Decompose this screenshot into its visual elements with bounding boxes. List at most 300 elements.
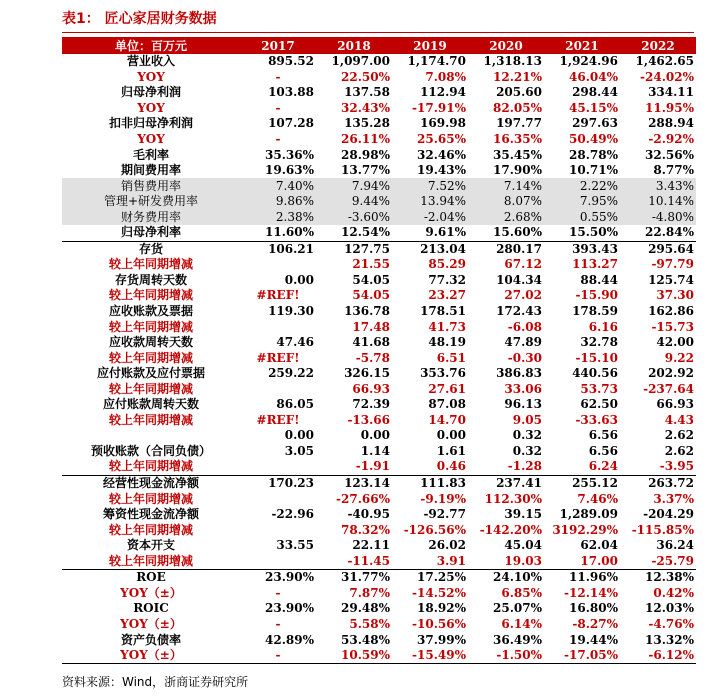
table-row <box>62 101 696 117</box>
value-cell: - <box>275 69 281 84</box>
table-row <box>62 428 696 444</box>
value-cell: 22.84% <box>645 225 694 240</box>
value-cell: 17.48 <box>352 319 390 334</box>
row-label: 营业收入 <box>126 54 175 69</box>
value-cell: 326.15 <box>344 366 390 381</box>
value-cell: 45.15% <box>569 100 618 115</box>
value-cell: 0.32 <box>512 428 542 443</box>
value-cell: 135.28 <box>344 116 390 131</box>
row-label: 应付账款及应付票据 <box>96 366 205 381</box>
value-cell: -11.45 <box>347 553 390 568</box>
row-label: 销售费用率 <box>62 178 240 194</box>
row-label: 归母净利率 <box>120 225 181 240</box>
value-cell: 22.11 <box>352 538 390 553</box>
value-cell: 16.35% <box>493 132 542 146</box>
value-cell: 0.00 <box>360 428 390 443</box>
value-cell: -126.56% <box>403 522 466 537</box>
value-cell: 0.32 <box>512 443 542 458</box>
value-cell: 7.94% <box>316 178 392 194</box>
value-cell: 104.34 <box>496 272 542 287</box>
value-cell: 280.17 <box>468 241 544 257</box>
value-cell: 82.05% <box>493 100 542 115</box>
value-cell: 29.48% <box>341 601 390 616</box>
row-label: YOY <box>137 132 165 146</box>
value-cell: 28.98% <box>341 147 390 162</box>
value-cell: 295.64 <box>620 241 696 257</box>
value-cell: 13.32% <box>645 632 694 647</box>
value-cell: -4.76% <box>648 616 694 631</box>
value-cell: 137.58 <box>344 85 390 100</box>
value-cell: -10.56% <box>412 616 466 631</box>
value-cell: 0.46 <box>436 459 466 474</box>
value-cell: -1.91 <box>355 459 390 474</box>
value-cell: 32.56% <box>645 147 694 162</box>
financial-data-table <box>62 37 696 664</box>
value-cell: 202.92 <box>648 366 694 381</box>
value-cell: 9.22 <box>664 350 694 365</box>
table-row <box>62 586 696 602</box>
table-row <box>62 617 696 633</box>
value-cell: -22.96 <box>271 507 314 522</box>
header-year: 2021 <box>544 37 620 54</box>
value-cell: -97.79 <box>651 257 694 272</box>
table-row <box>62 366 696 382</box>
value-cell: -1.28 <box>507 459 542 474</box>
value-cell: -237.64 <box>643 381 694 396</box>
value-cell: -2.92% <box>648 132 694 146</box>
table-row <box>62 194 696 210</box>
value-cell: - <box>275 100 281 115</box>
row-label: 应付账款周转天数 <box>102 397 199 412</box>
value-cell <box>240 491 316 507</box>
table-row <box>62 381 696 397</box>
value-cell: -8.27% <box>572 616 618 631</box>
value-cell: 0.00 <box>436 428 466 443</box>
value-cell: 6.85% <box>501 585 542 600</box>
value-cell: 12.21% <box>493 69 542 84</box>
value-cell: -115.85% <box>631 522 694 537</box>
value-cell: 72.39 <box>352 397 390 412</box>
row-label: YOY（±） <box>120 585 182 600</box>
table-row <box>62 491 696 507</box>
value-cell: 895.52 <box>268 54 314 69</box>
value-cell: 298.44 <box>572 85 618 100</box>
table-row <box>62 132 696 148</box>
value-cell: -40.95 <box>347 507 390 522</box>
value-cell: 393.43 <box>544 241 620 257</box>
header-year: 2018 <box>316 37 392 54</box>
value-cell: -33.63 <box>575 412 618 427</box>
value-cell: 23.90% <box>265 601 314 616</box>
row-label: YOY <box>137 100 165 115</box>
table-row <box>62 209 696 225</box>
table-row <box>62 225 696 241</box>
row-label: 较上年同期增减 <box>108 350 193 365</box>
table-row <box>62 241 696 257</box>
table-row <box>62 459 696 475</box>
value-cell: #REF! <box>256 350 300 365</box>
table-row <box>62 257 696 273</box>
row-label: 应收账款及票据 <box>108 304 193 319</box>
value-cell: 19.44% <box>569 632 618 647</box>
value-cell: -3.60% <box>316 209 392 225</box>
value-cell: 25.07% <box>493 601 542 616</box>
value-cell: 26.11% <box>341 132 390 146</box>
value-cell: 2.38% <box>240 209 316 225</box>
value-cell: 0.55% <box>544 209 620 225</box>
table-row <box>62 178 696 194</box>
table-row <box>62 538 696 554</box>
value-cell: 178.59 <box>572 304 618 319</box>
table-row <box>62 648 696 664</box>
value-cell: 123.14 <box>316 475 392 491</box>
value-cell: 386.83 <box>496 366 542 381</box>
value-cell: 23.27 <box>428 288 466 303</box>
value-cell: 2.68% <box>468 209 544 225</box>
value-cell: -13.66 <box>347 412 390 427</box>
row-label <box>62 428 240 444</box>
value-cell: 53.48% <box>341 632 390 647</box>
value-cell: 19.63% <box>265 163 314 178</box>
value-cell: 7.40% <box>240 178 316 194</box>
table-row <box>62 522 696 538</box>
value-cell: 297.63 <box>572 116 618 131</box>
value-cell: 263.72 <box>620 475 696 491</box>
value-cell: 1,462.65 <box>635 54 694 69</box>
value-cell: 32.78 <box>580 335 618 350</box>
value-cell: 13.94% <box>392 194 468 210</box>
value-cell <box>240 319 316 335</box>
value-cell: 2.62 <box>664 443 694 458</box>
value-cell: 35.36% <box>265 147 314 162</box>
value-cell: - <box>275 616 281 631</box>
value-cell: 33.06 <box>504 381 542 396</box>
value-cell: 8.07% <box>468 194 544 210</box>
value-cell: 50.49% <box>569 132 618 146</box>
value-cell: 9.86% <box>240 194 316 210</box>
value-cell: 6.24 <box>588 459 618 474</box>
row-label: 存货 <box>62 241 240 257</box>
row-label: 管理+研发费用率 <box>62 194 240 210</box>
value-cell: 47.89 <box>504 335 542 350</box>
value-cell: 113.27 <box>572 257 618 272</box>
value-cell: 125.74 <box>648 272 694 287</box>
value-cell: 111.83 <box>392 475 468 491</box>
value-cell: 78.32% <box>341 522 390 537</box>
value-cell: -92.77 <box>423 507 466 522</box>
value-cell: 112.94 <box>420 85 466 100</box>
value-cell <box>240 554 316 570</box>
value-cell: 2.22% <box>544 178 620 194</box>
row-label: 经营性现金流净额 <box>62 475 240 491</box>
row-label: 期间费用率 <box>120 163 181 178</box>
value-cell: 11.95% <box>645 100 694 115</box>
value-cell: 87.08 <box>428 397 466 412</box>
value-cell: 255.12 <box>544 475 620 491</box>
value-cell: -17.05% <box>544 648 620 664</box>
value-cell: 37.99% <box>417 632 466 647</box>
value-cell: 6.56 <box>588 428 618 443</box>
value-cell: -15.73 <box>651 319 694 334</box>
row-label: 较上年同期增减 <box>108 522 193 537</box>
value-cell: 42.89% <box>265 632 314 647</box>
value-cell: - <box>240 648 316 664</box>
value-cell: -15.49% <box>392 648 468 664</box>
value-cell: 103.88 <box>268 85 314 100</box>
value-cell: 197.77 <box>496 116 542 131</box>
value-cell: 10.71% <box>569 163 618 178</box>
value-cell: -3.95 <box>659 459 694 474</box>
table-row <box>62 413 696 429</box>
value-cell: 0.42% <box>653 585 694 600</box>
value-cell: -0.30 <box>507 350 542 365</box>
header-year: 2017 <box>240 37 316 54</box>
row-label: 毛利率 <box>132 147 169 162</box>
title-divider <box>62 32 694 33</box>
row-label: 较上年同期增减 <box>108 319 193 334</box>
table-row <box>62 475 696 491</box>
value-cell: 7.46% <box>577 491 618 506</box>
value-cell: 237.41 <box>468 475 544 491</box>
value-cell: 127.75 <box>316 241 392 257</box>
value-cell: 19.03 <box>504 553 542 568</box>
table-row <box>62 54 696 70</box>
row-label: 归母净利润 <box>120 85 181 100</box>
value-cell: 47.46 <box>276 335 314 350</box>
row-label: 财务费用率 <box>62 209 240 225</box>
row-label: 预收账款（合同负债） <box>90 443 211 458</box>
value-cell: 62.50 <box>580 397 618 412</box>
value-cell: 77.32 <box>428 272 466 287</box>
table-row <box>62 444 696 460</box>
value-cell: 334.11 <box>648 85 694 100</box>
value-cell: 15.60% <box>493 225 542 240</box>
value-cell: 48.19 <box>428 335 466 350</box>
value-cell: 2.62 <box>664 428 694 443</box>
value-cell: 36.24 <box>656 538 694 553</box>
value-cell: -12.14% <box>564 585 618 600</box>
value-cell: 32.43% <box>341 100 390 115</box>
value-cell: 32.46% <box>417 147 466 162</box>
value-cell: 41.73 <box>428 319 466 334</box>
value-cell: 21.55 <box>352 257 390 272</box>
value-cell: 136.78 <box>344 304 390 319</box>
value-cell: 66.93 <box>352 381 390 396</box>
value-cell: 5.58% <box>349 616 390 631</box>
value-cell: -142.20% <box>479 522 542 537</box>
table-row <box>62 70 696 86</box>
value-cell: 4.43 <box>664 412 694 427</box>
row-label: YOY <box>137 69 165 84</box>
value-cell: 11.96% <box>544 570 620 586</box>
value-cell: 36.49% <box>493 632 542 647</box>
value-cell: 259.22 <box>268 366 314 381</box>
value-cell: -5.78 <box>355 350 390 365</box>
value-cell: 46.04% <box>569 69 618 84</box>
value-cell: 16.80% <box>569 601 618 616</box>
value-cell: 18.92% <box>417 601 466 616</box>
value-cell: 26.02 <box>428 538 466 553</box>
value-cell: #REF! <box>256 288 300 303</box>
value-cell: 440.56 <box>572 366 618 381</box>
row-label: 扣非归母净利润 <box>108 116 193 131</box>
value-cell: 0.00 <box>284 272 314 287</box>
row-label: 较上年同期增减 <box>108 553 193 568</box>
value-cell: 13.77% <box>341 163 390 178</box>
value-cell: 41.68 <box>352 335 390 350</box>
table-title: 表1： 匠心家居财务数据 <box>62 11 217 27</box>
value-cell: 6.51 <box>436 350 466 365</box>
table-row <box>62 304 696 320</box>
value-cell: 178.51 <box>420 304 466 319</box>
value-cell: 353.76 <box>420 366 466 381</box>
value-cell: 85.29 <box>428 257 466 272</box>
table-row <box>62 335 696 351</box>
row-label: YOY（±） <box>62 648 240 664</box>
value-cell: 86.05 <box>276 397 314 412</box>
table-row <box>62 632 696 648</box>
row-label: 存货周转天数 <box>114 272 187 287</box>
value-cell: 22.50% <box>341 69 390 84</box>
value-cell: 17.00 <box>580 553 618 568</box>
table-row <box>62 397 696 413</box>
value-cell: 1.61 <box>436 443 466 458</box>
value-cell: 12.38% <box>620 570 696 586</box>
value-cell: 1,318.13 <box>483 54 542 69</box>
value-cell: 172.43 <box>496 304 542 319</box>
value-cell: 169.98 <box>420 116 466 131</box>
source-note: 资料来源：Wind，浙商证券研究所 <box>62 675 249 689</box>
table-row <box>62 116 696 132</box>
row-label: 较上年同期增减 <box>108 412 193 427</box>
value-cell: 67.12 <box>504 257 542 272</box>
value-cell <box>240 381 316 397</box>
value-cell: 35.45% <box>493 147 542 162</box>
table-row <box>62 507 696 523</box>
table-row <box>62 554 696 570</box>
table-row <box>62 273 696 289</box>
value-cell: 62.04 <box>580 538 618 553</box>
value-cell: 15.50% <box>569 225 618 240</box>
value-cell: 1.14 <box>360 443 390 458</box>
value-cell: 107.28 <box>268 116 314 131</box>
value-cell: 17.25% <box>392 570 468 586</box>
value-cell: 42.00 <box>656 335 694 350</box>
value-cell: 106.21 <box>240 241 316 257</box>
value-cell: 119.30 <box>268 304 314 319</box>
value-cell: 12.03% <box>645 601 694 616</box>
value-cell: 1,289.09 <box>559 507 618 522</box>
table-row <box>62 319 696 335</box>
value-cell: - <box>275 132 281 146</box>
value-cell: 205.60 <box>496 85 542 100</box>
value-cell: 7.52% <box>392 178 468 194</box>
table-row <box>62 85 696 101</box>
table-row <box>62 350 696 366</box>
value-cell: -25.79 <box>651 553 694 568</box>
table-row <box>62 147 696 163</box>
value-cell: 17.90% <box>493 163 542 178</box>
header-year: 2019 <box>392 37 468 54</box>
value-cell: 9.44% <box>316 194 392 210</box>
value-cell: -204.29 <box>643 507 694 522</box>
row-label: ROE <box>62 570 240 586</box>
row-label: 筹资性现金流净额 <box>102 507 199 522</box>
value-cell: 10.59% <box>316 648 392 664</box>
value-cell: 54.05 <box>352 272 390 287</box>
value-cell: -14.52% <box>412 585 466 600</box>
value-cell: - <box>275 585 281 600</box>
value-cell: 8.77% <box>653 163 694 178</box>
value-cell: 31.77% <box>316 570 392 586</box>
value-cell: -6.12% <box>620 648 696 664</box>
table-header-row <box>62 37 696 54</box>
value-cell: 7.95% <box>544 194 620 210</box>
value-cell: 96.13 <box>504 397 542 412</box>
value-cell: 1,174.70 <box>407 54 466 69</box>
value-cell: 6.56 <box>588 443 618 458</box>
value-cell <box>240 522 316 538</box>
value-cell: 19.43% <box>417 163 466 178</box>
value-cell: 23.90% <box>240 570 316 586</box>
value-cell: 27.02 <box>504 288 542 303</box>
value-cell: -24.02% <box>640 69 694 84</box>
value-cell: 9.61% <box>425 225 466 240</box>
row-label: 较上年同期增减 <box>108 288 193 303</box>
value-cell: 7.87% <box>349 585 390 600</box>
value-cell: 9.05 <box>512 412 542 427</box>
value-cell: 10.14% <box>620 194 696 210</box>
value-cell: 1,924.96 <box>559 54 618 69</box>
value-cell: 288.94 <box>648 116 694 131</box>
value-cell: 112.30% <box>484 491 542 506</box>
value-cell: 28.78% <box>569 147 618 162</box>
value-cell: 3192.29% <box>552 522 618 537</box>
value-cell: 7.08% <box>425 69 466 84</box>
table-row <box>62 163 696 179</box>
value-cell: -1.50% <box>468 648 544 664</box>
row-label: 资产负债率 <box>120 632 181 647</box>
value-cell <box>240 257 316 273</box>
value-cell: 53.73 <box>580 381 618 396</box>
table-row <box>62 288 696 304</box>
row-label: 较上年同期增减 <box>108 491 193 506</box>
value-cell: 54.05 <box>352 288 390 303</box>
row-label: YOY（±） <box>120 616 182 631</box>
value-cell: 7.14% <box>468 178 544 194</box>
value-cell: -15.90 <box>575 288 618 303</box>
value-cell: 66.93 <box>656 397 694 412</box>
value-cell: 37.30 <box>656 288 694 303</box>
value-cell: 1,097.00 <box>331 54 390 69</box>
value-cell: -17.91% <box>412 100 466 115</box>
row-label: 资本开支 <box>126 538 175 553</box>
value-cell: 0.00 <box>284 428 314 443</box>
table-row <box>62 570 696 586</box>
header-unit: 单位：百万元 <box>62 37 240 54</box>
value-cell: 6.16 <box>588 319 618 334</box>
value-cell: 11.60% <box>265 225 314 240</box>
value-cell: 14.70 <box>428 412 466 427</box>
value-cell: 25.65% <box>417 132 466 146</box>
value-cell: 3.37% <box>653 491 694 506</box>
value-cell: -6.08 <box>507 319 542 334</box>
value-cell: 39.15 <box>504 507 542 522</box>
table-body <box>62 54 696 664</box>
value-cell: #REF! <box>256 412 300 427</box>
value-cell: 162.86 <box>648 304 694 319</box>
value-cell: 3.43% <box>620 178 696 194</box>
